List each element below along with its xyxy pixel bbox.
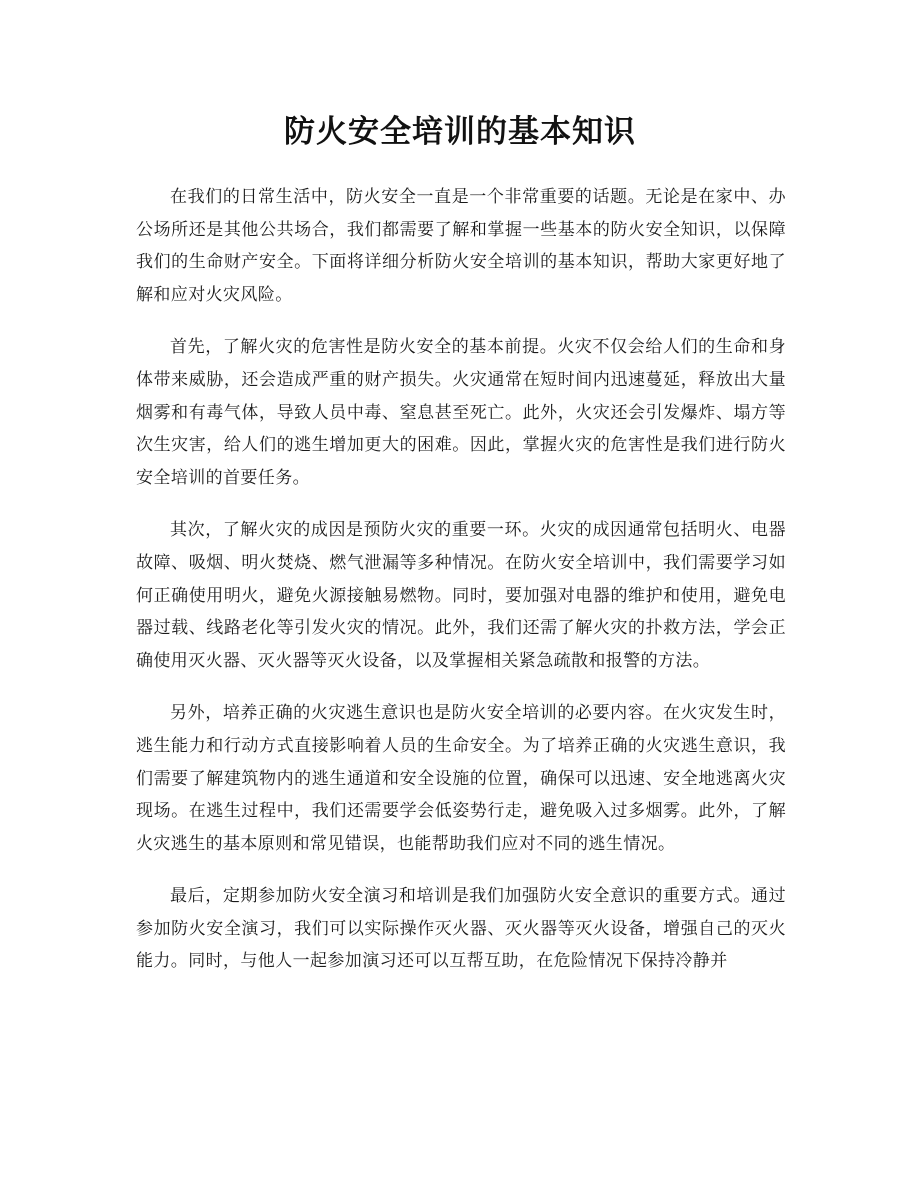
paragraph-escape: 另外，培养正确的火灾逃生意识也是防火安全培训的必要内容。在火灾发生时，逃生能力和行动方式直接影响着人员的生命安全。为了培养正确的火灾逃生意识，我们需要了解建筑物内的逃生通道和安全设施的位置，确保可以迅速、安全地逃离火灾现场。在逃生过程中，我们还需要学会低姿势行走，避免吸入过多烟雾。此外，了解火灾逃生的基本原则和常见错误，也能帮助我们应对不同的逃生情况。 bbox=[136, 703, 786, 854]
paragraph-hazards: 首先，了解火灾的危害性是防火安全的基本前提。火灾不仅会给人们的生命和身体带来威胁，还会造成严重的财产损失。火灾通常在短时间内迅速蔓延，释放出大量烟雾和有毒气体，导致人员中毒、窒息甚至死亡。此外，火灾还会引发爆炸、塌方等次生灾害，给人们的逃生增加更大的困难。因此，掌握火灾的危害性是我们进行防火安全培训的首要任务。 bbox=[136, 337, 786, 488]
document-body bbox=[136, 181, 786, 998]
paragraph-causes: 其次，了解火灾的成因是预防火灾的重要一环。火灾的成因通常包括明火、电器故障、吸烟、明火焚烧、燃气泄漏等多种情况。在防火安全培训中，我们需要学习如何正确使用明火，避免火源接触易燃物。同时，要加强对电器的维护和使用，避免电器过载、线路老化等引发火灾的情况。此外，我们还需了解火灾的扑救方法，学会正确使用灭火器、灭火器等灭火设备，以及掌握相关紧急疏散和报警的方法。 bbox=[136, 520, 786, 671]
paragraph-drills: 最后，定期参加防火安全演习和培训是我们加强防火安全意识的重要方式。通过参加防火安全演习，我们可以实际操作灭火器、灭火器等灭火设备，增强自己的灭火能力。同时，与他人一起参加演习还可以互帮互助，在危险情况下保持冷静并 bbox=[136, 886, 786, 972]
document-title: 防火安全培训的基本知识 bbox=[284, 114, 636, 150]
paragraph-intro: 在我们的日常生活中，防火安全一直是一个非常重要的话题。无论是在家中、办公场所还是其他公共场合，我们都需要了解和掌握一些基本的防火安全知识，以保障我们的生命财产安全。下面将详细分析防火安全培训的基本知识，帮助大家更好地了解和应对火灾风险。 bbox=[136, 187, 786, 305]
